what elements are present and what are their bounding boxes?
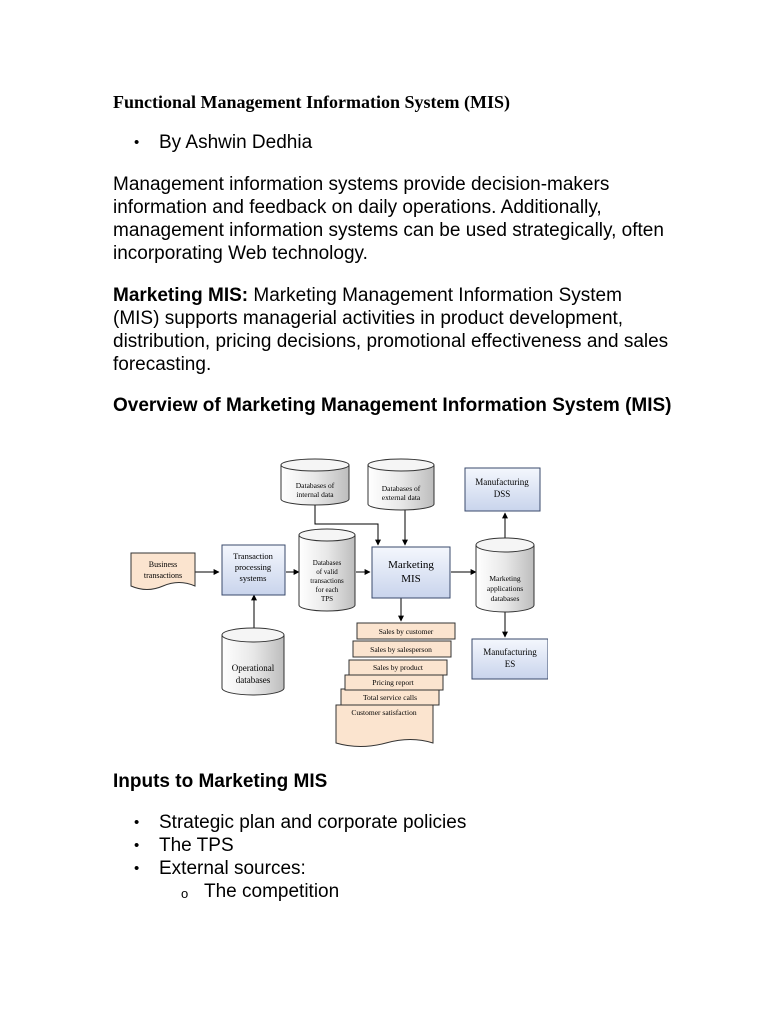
- business-transactions-shape: [131, 553, 195, 590]
- tps-label-2: processing: [234, 562, 272, 572]
- external-data-label-2: external data: [381, 493, 421, 502]
- inputs-heading: Inputs to Marketing MIS: [113, 771, 328, 792]
- marketing-apps-label-3: databases: [490, 594, 520, 603]
- marketing-apps-label-1: Marketing: [489, 574, 521, 583]
- report-customer-satisfaction: [336, 705, 433, 747]
- external-data-database: [368, 459, 434, 510]
- valid-transactions-label-1: Databases: [312, 559, 342, 567]
- report-total-service-calls: [341, 689, 439, 705]
- marketing-text: Marketing Management Information System (MIS) supports managerial activities in product development, distribution, pricing decisions, promotional effectiveness and sales forecasting.: [113, 285, 669, 375]
- report-label-4: Pricing report: [372, 678, 414, 687]
- intro-paragraph: Management information systems provide decision-makers information and feedback on daily operations. Additionally, management information systems can be used strategically, often incorporating Web technology.: [113, 174, 664, 264]
- inputs-list: [113, 811, 466, 903]
- author-bullet: • By Ashwin Dedhia: [113, 131, 312, 154]
- report-sales-by-customer: [357, 623, 455, 639]
- report-label-5: Total service calls: [362, 693, 418, 702]
- internal-data-database: [281, 459, 349, 505]
- manufacturing-es-box: [472, 639, 548, 679]
- report-label-2: Sales by salesperson: [370, 645, 432, 654]
- input-item: • Strategic plan and corporate policies: [113, 811, 466, 834]
- manufacturing-es-label-1: Manufacturing: [483, 647, 537, 657]
- overview-heading: Overview of Marketing Management Information System (MIS): [113, 395, 672, 416]
- operational-label-1: Operational: [231, 663, 275, 673]
- report-label-1: Sales by customer: [378, 627, 434, 636]
- valid-transactions-label-5: TPS: [320, 595, 334, 603]
- input-item: • External sources:: [113, 857, 466, 880]
- manufacturing-dss-label-2: DSS: [493, 489, 511, 499]
- marketing-label: Marketing MIS:: [113, 285, 249, 306]
- input-item: • The TPS: [113, 834, 466, 857]
- report-sales-by-salesperson: [353, 641, 451, 657]
- report-stack: [336, 623, 455, 747]
- valid-transactions-database: [299, 529, 355, 611]
- valid-transactions-label-3: transactions: [310, 577, 344, 585]
- tps-label-3: systems: [239, 573, 267, 583]
- tps-label-1: Transaction: [233, 551, 273, 561]
- external-data-label-1: Databases of: [381, 484, 421, 493]
- marketing-apps-label-2: applications: [486, 584, 524, 593]
- report-label-6: Customer satisfaction: [351, 708, 417, 717]
- operational-database: [222, 628, 284, 695]
- business-transactions-label-2: transactions: [143, 571, 183, 580]
- report-label-3: Sales by product: [373, 663, 423, 672]
- tps-box: [222, 545, 285, 595]
- valid-transactions-label-4: for each: [315, 586, 339, 594]
- marketing-mis-diagram: [128, 455, 548, 755]
- document-title: Functional Management Information System (MIS): [113, 92, 510, 112]
- valid-transactions-label-2: of valid: [316, 568, 338, 576]
- marketing-apps-database: [476, 538, 534, 612]
- business-transactions-label-1: Business: [148, 560, 178, 569]
- internal-data-label-1: Databases of: [295, 481, 335, 490]
- marketing-mis-label-1: Marketing: [388, 559, 434, 571]
- manufacturing-dss-box: [465, 468, 540, 511]
- internal-data-label-2: internal data: [296, 490, 334, 499]
- marketing-mis-label-2: MIS: [401, 573, 421, 585]
- marketing-paragraph: [113, 284, 673, 376]
- marketing-mis-box: [372, 547, 450, 598]
- manufacturing-dss-label-1: Manufacturing: [475, 477, 529, 487]
- author-list: [113, 131, 312, 154]
- external-source-item: o The competition: [113, 880, 466, 903]
- report-pricing: [345, 675, 443, 690]
- manufacturing-es-label-2: ES: [504, 659, 516, 669]
- operational-label-2: databases: [235, 675, 271, 685]
- report-sales-by-product: [349, 660, 447, 675]
